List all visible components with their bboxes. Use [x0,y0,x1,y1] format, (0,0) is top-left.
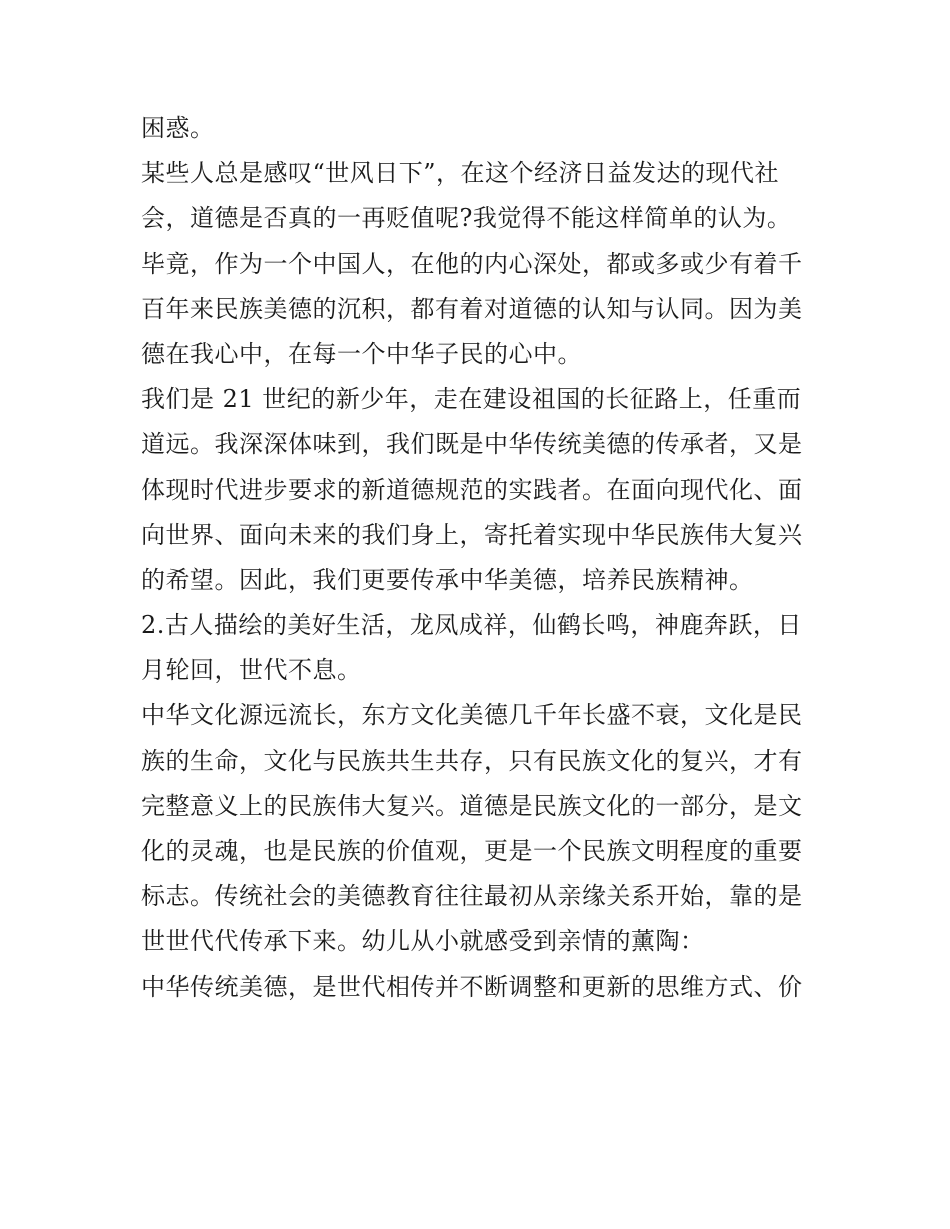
text-line: 我们是 21 世纪的新少年，走在建设祖国的长征路上，任重而 [141,385,802,414]
text-line: 体现时代进步要求的新道德规范的实践者。在面向现代化、面 [141,475,803,504]
text-line: 中华传统美德，是世代相传并不断调整和更新的思维方式、价 [141,972,803,1001]
text-line: 标志。传统社会的美德教育往往最初从亲缘关系开始，靠的是 [141,882,803,911]
text-line: 世世代代传承下来。幼儿从小就感受到亲情的薰陶： [141,927,705,956]
text-line: 毕竟，作为一个中国人，在他的内心深处，都或多或少有着千 [141,249,803,278]
text-line: 困惑。 [141,114,215,142]
text-line: 百年来民族美德的沉积，都有着对道德的认知与认同。因为美 [141,294,803,323]
text-line: 完整意义上的民族伟大复兴。道德是民族文化的一部分，是文 [141,791,803,820]
text-line: 化的灵魂，也是民族的价值观，更是一个民族文明程度的重要 [141,837,803,865]
text-line: 道远。我深深体味到，我们既是中华传统美德的传承者，又是 [141,430,803,459]
text-line: 月轮回，世代不息。 [141,656,362,685]
text-line: 的希望。因此，我们更要传承中华美德，培养民族精神。 [141,565,754,594]
text-line: 会，道德是否真的一再贬值呢?我觉得不能这样简单的认为。 [141,204,792,233]
text-line: 2.古人描绘的美好生活，龙凤成祥，仙鹤长鸣，神鹿奔跃，日 [141,611,802,640]
text-line: 中华文化源远流长，东方文化美德几千年长盛不衰，文化是民 [141,701,803,730]
text-line: 德在我心中，在每一个中华子民的心中。 [141,339,582,368]
text-line: 向世界、面向未来的我们身上，寄托着实现中华民族伟大复兴 [141,520,803,549]
document-body [141,106,821,1010]
text-line: 族的生命，文化与民族共生共存，只有民族文化的复兴，才有 [141,746,803,775]
text-line: 某些人总是感叹“世风日下”，在这个经济日益发达的现代社 [141,159,780,188]
